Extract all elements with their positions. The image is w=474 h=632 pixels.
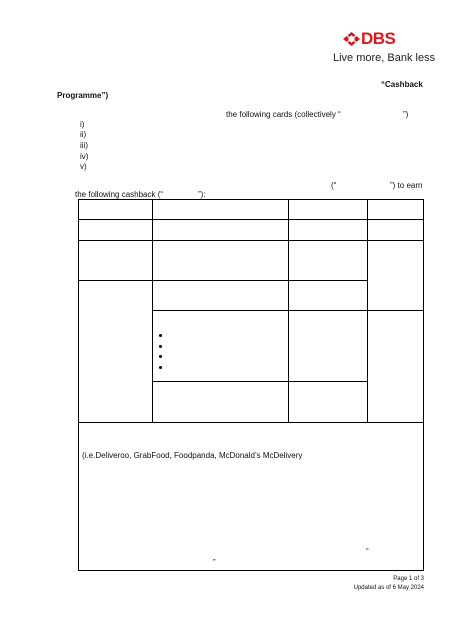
table-rule [79, 280, 368, 281]
list-item: iii) [80, 141, 88, 150]
list-item: ii) [80, 130, 87, 139]
table-open-quote: “ [366, 547, 369, 556]
table-rule [79, 240, 423, 241]
title-line1: “Cashback [381, 80, 423, 89]
table-rule [152, 200, 153, 422]
table-rule [367, 200, 368, 422]
list-item: v) [80, 162, 87, 171]
dbs-logo-text: DBS [361, 29, 396, 48]
table-rule [79, 219, 423, 220]
table-rule [153, 381, 368, 382]
page-number: Page 1 of 3 [393, 576, 424, 582]
updated-date: Updated as of 6 May 2024 [353, 585, 424, 591]
earn-close-text: ”) to earn [390, 181, 423, 190]
earn-line2-close: ”): [198, 190, 206, 199]
bullet-icon [159, 334, 162, 337]
cards-intro-text: the following cards (collectively “ [226, 110, 341, 119]
list-item: iv) [80, 152, 89, 161]
table-close-quote: ” [213, 558, 216, 567]
title-line2: Programme”) [57, 91, 109, 100]
delivery-merchants-text: (i.e.Deliveroo, GrabFood, Foodpanda, McDonald’s McDelivery [82, 451, 303, 460]
cards-intro-close: ”) [403, 110, 409, 119]
bullet-icon [159, 345, 162, 348]
table-rule [288, 200, 289, 422]
bullet-icon [159, 366, 162, 369]
dbs-logo-icon [343, 32, 360, 46]
bullet-icon [159, 355, 162, 358]
cashback-table [78, 199, 424, 571]
earn-line2: the following cashback (“ [75, 190, 164, 199]
earn-open-quote: (“ [331, 181, 337, 190]
list-item: i) [80, 120, 85, 129]
table-rule [79, 422, 423, 423]
brand-tagline: Live more, Bank less [333, 52, 436, 64]
